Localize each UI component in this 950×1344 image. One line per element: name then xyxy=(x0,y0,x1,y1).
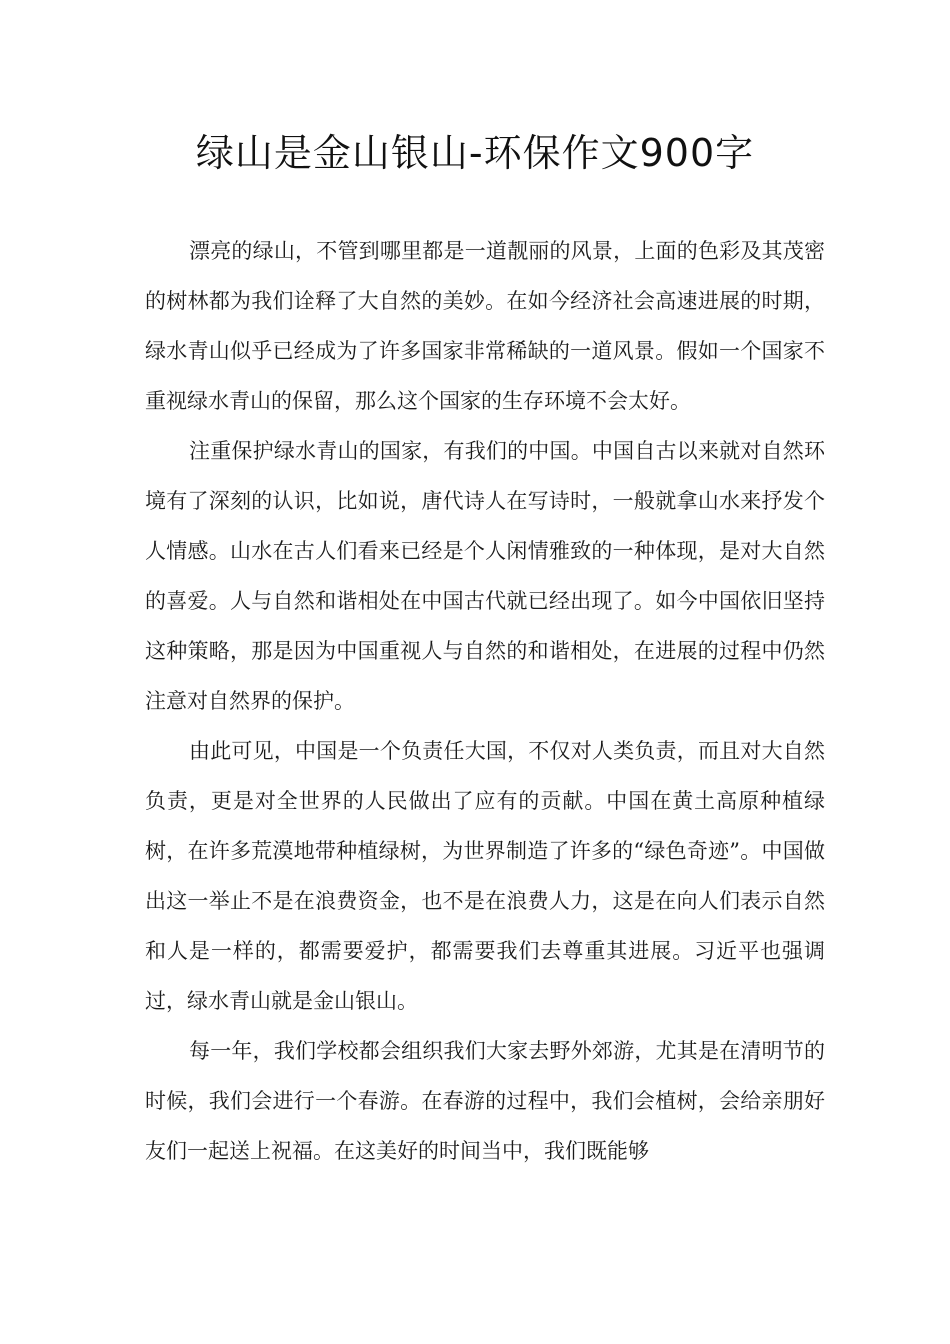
paragraph-2: 注重保护绿水青山的国家，有我们的中国。中国自古以来就对自然环境有了深刻的认识，比如说，唐代诗人在写诗时，一般就拿山水来抒发个人情感。山水在古人们看来已经是个人闲情雅致的一种体现，是对大自然的喜爱。人与自然和谐相处在中国古代就已经出现了。如今中国依旧坚持这种策略，那是因为中国重视人与自然的和谐相处，在进展的过程中仍然注意对自然界的保护。 xyxy=(145,439,825,713)
paragraph-4: 每一年，我们学校都会组织我们大家去野外郊游，尤其是在清明节的时候，我们会进行一个春游。在春游的过程中，我们会植树，会给亲朋好友们一起送上祝福。在这美好的时间当中，我们既能够 xyxy=(145,1039,825,1163)
document-body xyxy=(145,226,825,1176)
document-title: 绿山是金山银山-环保作文900字 xyxy=(195,131,755,175)
paragraph-3: 由此可见，中国是一个负责任大国，不仅对人类负责，而且对大自然负责，更是对全世界的人民做出了应有的贡献。中国在黄土高原种植绿树，在许多荒漠地带种植绿树，为世界制造了许多的“绿色奇迹”。中国做出这一举止不是在浪费资金，也不是在浪费人力，这是在向人们表示自然和人是一样的，都需要爱护，都需要我们去尊重其进展。习近平也强调过，绿水青山就是金山银山。 xyxy=(145,739,825,1013)
paragraph-1: 漂亮的绿山，不管到哪里都是一道靓丽的风景，上面的色彩及其茂密的树林都为我们诠释了大自然的美妙。在如今经济社会高速进展的时期，绿水青山似乎已经成为了许多国家非常稀缺的一道风景。假如一个国家不重视绿水青山的保留，那么这个国家的生存环境不会太好。 xyxy=(145,239,825,413)
